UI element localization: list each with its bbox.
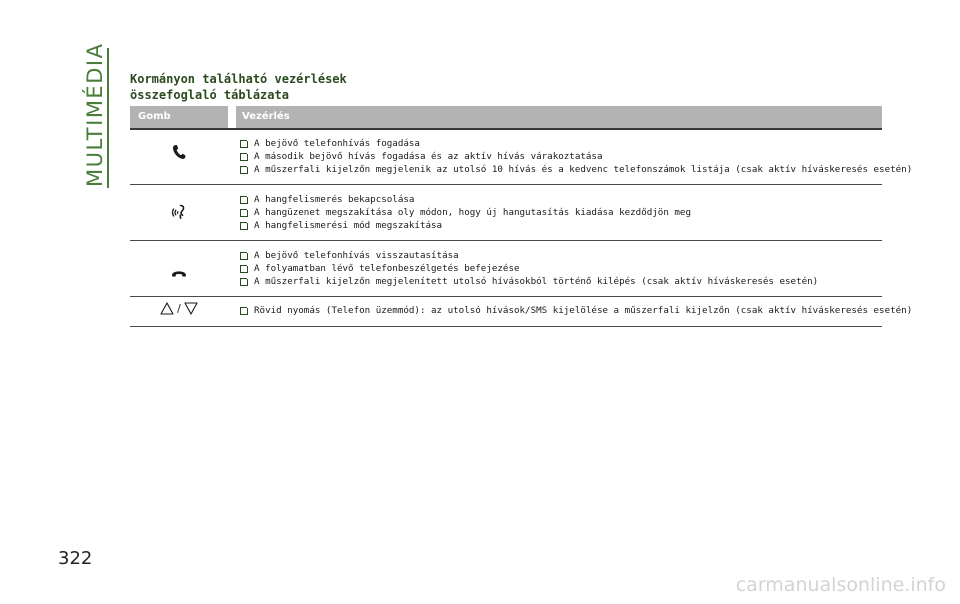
- controls-table: [130, 106, 913, 327]
- icon-separator: /: [177, 302, 181, 315]
- section-title-line-2: összefoglaló táblázata: [130, 88, 289, 102]
- list-item: A folyamatban lévő telefonbeszélgetés befejezése: [240, 262, 882, 275]
- header-button: Gomb: [138, 111, 171, 122]
- chapter-rule: [107, 48, 109, 188]
- voice-recognition-icon: [171, 204, 187, 220]
- phone-answer-icon: [172, 144, 186, 160]
- list-item: A műszerfali kijelzőn megjelenített utolsó hívásokból történő kilépés (csak aktív híváskeresés esetén): [240, 275, 882, 288]
- table-row: [130, 185, 882, 241]
- list-item: A hangüzenet megszakítása oly módon, hogy új hangutasítás kiadása kezdődjön meg: [240, 206, 882, 219]
- phone-hangup-icon: [171, 270, 187, 278]
- list-item: Rövid nyomás (Telefon üzemmód): az utolsó hívások/SMS kijelölése a műszerfali kijelzőn (csak aktív híváskeresés esetén): [240, 304, 882, 317]
- page-number: 322: [58, 548, 93, 569]
- list-item: A hangfelismerési mód megszakítása: [240, 219, 882, 232]
- up-triangle-icon: [160, 302, 174, 315]
- list-item: A bejövő telefonhívás fogadása: [240, 137, 882, 150]
- section-title: [130, 71, 347, 103]
- chapter-title-vertical: MULTIMÉDIA: [83, 42, 107, 187]
- list-item: A második bejövő hívás fogadása és az aktív hívás várakoztatása: [240, 150, 882, 163]
- list-item: A műszerfali kijelzőn megjelenik az utolsó 10 hívás és a kedvenc telefonszámok listája (csak aktív híváskeresés esetén): [240, 163, 882, 176]
- list-item: A hangfelismerés bekapcsolása: [240, 193, 882, 206]
- table-row: [130, 130, 913, 185]
- table-row: [130, 241, 882, 297]
- header-control: Vezérlés: [242, 111, 290, 122]
- watermark: carmanualsonline.info: [735, 574, 946, 596]
- table-header: [130, 106, 882, 130]
- table-row: [130, 297, 913, 327]
- section-title-line-1: Kormányon található vezérlések: [130, 72, 347, 86]
- list-item: A bejövő telefonhívás visszautasítása: [240, 249, 882, 262]
- down-triangle-icon: [184, 302, 198, 315]
